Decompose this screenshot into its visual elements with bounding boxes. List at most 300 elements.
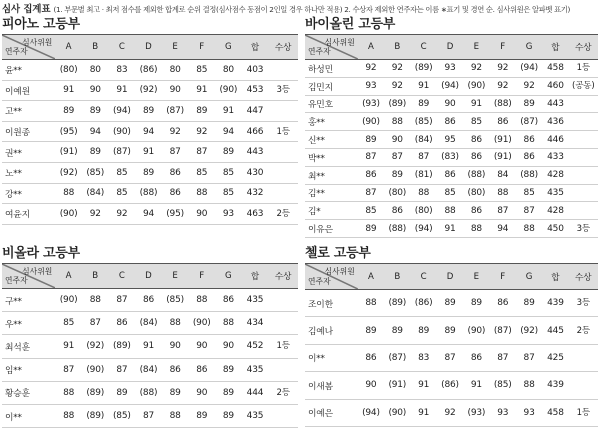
score-cell: 89 xyxy=(358,317,384,344)
player-name-cell: 조이한 xyxy=(305,290,358,317)
score-cell: 89 xyxy=(463,290,489,317)
score-cell: 90 xyxy=(188,381,215,404)
judge-column-header: G xyxy=(215,264,242,289)
score-cell: 85 xyxy=(437,184,463,202)
score-cell: 90 xyxy=(358,372,384,399)
award-cell xyxy=(569,131,598,149)
table-row xyxy=(2,60,298,81)
panel-title: 비올라 고등부 xyxy=(2,246,80,261)
total-cell: 439 xyxy=(542,372,568,399)
judge-column-header: B xyxy=(384,264,410,290)
score-cell: 88 xyxy=(55,183,82,204)
player-name-cell: 이유은 xyxy=(305,220,358,238)
score-cell: 94 xyxy=(215,121,242,142)
table-row xyxy=(2,183,298,204)
score-cell: 88 xyxy=(188,183,215,204)
score-cell: 88 xyxy=(516,372,542,399)
score-cell: 91 xyxy=(55,335,82,358)
total-cell: 430 xyxy=(242,162,269,183)
score-cell: 83 xyxy=(109,60,136,81)
score-cell: 87 xyxy=(516,202,542,220)
judge-label: 심사위원 xyxy=(22,267,53,276)
score-cell: 80 xyxy=(162,60,189,81)
score-cell: (91) xyxy=(490,148,516,166)
score-cell: (84) xyxy=(135,312,162,335)
score-cell: (86) xyxy=(437,372,463,399)
score-cell: 92 xyxy=(384,77,410,95)
player-label: 연주자 xyxy=(5,276,28,285)
award-cell xyxy=(268,358,298,381)
score-cell: (90) xyxy=(384,399,410,426)
score-cell: 91 xyxy=(188,80,215,101)
score-cell: (87) xyxy=(384,344,410,371)
player-name-cell: 하성민 xyxy=(305,60,358,78)
score-cell: 90 xyxy=(82,80,109,101)
score-cell: (88) xyxy=(463,166,489,184)
score-cell: (83) xyxy=(437,148,463,166)
player-label: 연주자 xyxy=(308,47,331,56)
score-cell: 92 xyxy=(82,204,109,225)
header-corner-cell xyxy=(305,264,358,290)
table-header-row xyxy=(305,35,598,60)
score-cell: 90 xyxy=(188,335,215,358)
score-cell: 92 xyxy=(490,60,516,78)
player-name-cell: 황승훈 xyxy=(2,381,55,404)
score-cell: 88 xyxy=(410,184,436,202)
score-cell: (92) xyxy=(82,335,109,358)
score-cell: 86 xyxy=(215,289,242,312)
judge-column-header: F xyxy=(188,35,215,60)
score-cell: (94) xyxy=(437,77,463,95)
total-cell: 435 xyxy=(242,358,269,381)
judge-column-header: A xyxy=(358,35,384,60)
score-cell: (94) xyxy=(516,60,542,78)
score-cell: 94 xyxy=(135,204,162,225)
total-column-header: 합 xyxy=(542,264,568,290)
score-cell: 87 xyxy=(188,142,215,163)
award-cell xyxy=(569,344,598,371)
score-cell: 90 xyxy=(437,95,463,113)
score-cell: 90 xyxy=(384,131,410,149)
player-name-cell: 이** xyxy=(2,404,55,427)
score-cell: 89 xyxy=(82,142,109,163)
table-row xyxy=(305,290,598,317)
score-cell: 86 xyxy=(490,290,516,317)
score-cell: 93 xyxy=(437,60,463,78)
score-cell: 89 xyxy=(135,101,162,122)
total-cell: 434 xyxy=(242,312,269,335)
judge-column-header: F xyxy=(490,264,516,290)
score-cell: (92) xyxy=(55,162,82,183)
score-cell: 86 xyxy=(384,202,410,220)
table-row xyxy=(2,289,298,312)
award-cell: 1등 xyxy=(569,60,598,78)
player-name-cell: 강** xyxy=(2,183,55,204)
award-cell: 3등 xyxy=(569,220,598,238)
score-table xyxy=(2,34,298,225)
score-cell: 92 xyxy=(490,77,516,95)
score-cell: 88 xyxy=(55,404,82,427)
score-cell: 87 xyxy=(490,344,516,371)
score-cell: 93 xyxy=(516,399,542,426)
score-cell: 87 xyxy=(516,344,542,371)
score-cell: 91 xyxy=(135,142,162,163)
award-cell xyxy=(268,60,298,81)
table-row xyxy=(2,358,298,381)
total-cell: 447 xyxy=(242,101,269,122)
award-cell xyxy=(569,166,598,184)
panel-title: 바이올린 고등부 xyxy=(305,17,396,32)
total-cell: 433 xyxy=(542,148,568,166)
header-corner-cell xyxy=(2,264,55,289)
judge-column-header: B xyxy=(384,35,410,60)
table-row xyxy=(2,121,298,142)
score-cell: 91 xyxy=(215,101,242,122)
total-cell: 428 xyxy=(542,166,568,184)
total-cell: 428 xyxy=(542,202,568,220)
score-cell: 90 xyxy=(188,204,215,225)
award-column-header: 수상 xyxy=(569,35,598,60)
judge-column-header: C xyxy=(410,264,436,290)
score-cell: 91 xyxy=(55,80,82,101)
score-cell: (88) xyxy=(135,183,162,204)
total-cell: 443 xyxy=(542,95,568,113)
table-row xyxy=(305,60,598,78)
judge-label: 심사위원 xyxy=(22,38,53,47)
score-cell: 91 xyxy=(410,372,436,399)
score-cell: 89 xyxy=(215,381,242,404)
score-cell: (90) xyxy=(55,289,82,312)
judge-column-header: C xyxy=(109,264,136,289)
score-cell: 94 xyxy=(135,121,162,142)
score-cell: 92 xyxy=(162,121,189,142)
header-corner-cell xyxy=(2,35,55,60)
award-cell xyxy=(268,183,298,204)
judge-column-header: E xyxy=(162,264,189,289)
award-cell xyxy=(268,312,298,335)
score-cell: 85 xyxy=(463,113,489,131)
award-cell xyxy=(569,95,598,113)
score-cell: 92 xyxy=(516,77,542,95)
score-cell: 89 xyxy=(437,290,463,317)
score-cell: 89 xyxy=(109,381,136,404)
score-cell: (92) xyxy=(516,317,542,344)
award-cell: 2등 xyxy=(268,381,298,404)
award-cell xyxy=(569,202,598,220)
table-row xyxy=(305,399,598,426)
player-name-cell: 권** xyxy=(2,142,55,163)
player-name-cell: 최** xyxy=(305,166,358,184)
table-header-row xyxy=(2,264,298,289)
score-cell: (94) xyxy=(358,399,384,426)
player-name-cell: 홍** xyxy=(305,113,358,131)
score-cell: 93 xyxy=(490,399,516,426)
judge-column-header: F xyxy=(490,35,516,60)
award-cell xyxy=(268,142,298,163)
total-cell: 444 xyxy=(242,381,269,404)
table-row xyxy=(2,101,298,122)
table-header-row xyxy=(305,264,598,290)
score-cell: 86 xyxy=(463,344,489,371)
total-cell: 460 xyxy=(542,77,568,95)
total-cell: 453 xyxy=(242,80,269,101)
player-name-cell: 최석훈 xyxy=(2,335,55,358)
score-cell: 88 xyxy=(516,220,542,238)
score-cell: 88 xyxy=(437,202,463,220)
player-name-cell: 이원종 xyxy=(2,121,55,142)
table-row xyxy=(305,113,598,131)
score-cell: 91 xyxy=(410,399,436,426)
award-column-header: 수상 xyxy=(268,35,298,60)
score-cell: (90) xyxy=(55,204,82,225)
score-cell: 86 xyxy=(437,166,463,184)
player-name-cell: 박** xyxy=(305,148,358,166)
score-cell: 86 xyxy=(109,312,136,335)
panel-cello xyxy=(305,245,598,427)
judge-column-header: E xyxy=(463,264,489,290)
score-cell: (89) xyxy=(82,404,109,427)
score-cell: (84) xyxy=(82,183,109,204)
judge-column-header: F xyxy=(188,264,215,289)
score-cell: (85) xyxy=(109,404,136,427)
score-cell: 89 xyxy=(55,101,82,122)
judge-column-header: B xyxy=(82,35,109,60)
score-cell: (87) xyxy=(162,101,189,122)
award-cell: 1등 xyxy=(268,335,298,358)
table-row xyxy=(305,166,598,184)
score-cell: 94 xyxy=(490,220,516,238)
score-cell: 89 xyxy=(384,166,410,184)
score-cell: 88 xyxy=(358,290,384,317)
score-cell: 91 xyxy=(463,372,489,399)
score-cell: 92 xyxy=(109,204,136,225)
score-cell: 90 xyxy=(215,335,242,358)
judge-column-header: A xyxy=(55,35,82,60)
table-row xyxy=(305,77,598,95)
score-cell: 85 xyxy=(55,312,82,335)
score-cell: 89 xyxy=(82,101,109,122)
award-cell xyxy=(268,101,298,122)
award-cell: 2등 xyxy=(268,204,298,225)
score-cell: 88 xyxy=(215,312,242,335)
score-cell: 89 xyxy=(188,404,215,427)
judge-column-header: G xyxy=(516,264,542,290)
award-cell: (공동) xyxy=(569,77,598,95)
score-cell: 88 xyxy=(162,312,189,335)
award-cell xyxy=(569,148,598,166)
header-corner-cell xyxy=(305,35,358,60)
score-cell: (88) xyxy=(490,95,516,113)
award-cell: 1등 xyxy=(268,121,298,142)
score-cell: 85 xyxy=(188,60,215,81)
total-cell: 443 xyxy=(242,142,269,163)
score-cell: (89) xyxy=(109,335,136,358)
score-cell: (95) xyxy=(162,204,189,225)
score-cell: 86 xyxy=(463,131,489,149)
player-label: 연주자 xyxy=(308,277,331,286)
score-cell: 85 xyxy=(109,162,136,183)
award-cell xyxy=(569,113,598,131)
player-name-cell: 노** xyxy=(2,162,55,183)
score-cell: 83 xyxy=(410,344,436,371)
judge-column-header: E xyxy=(463,35,489,60)
score-cell: 94 xyxy=(82,121,109,142)
table-row xyxy=(305,317,598,344)
judge-column-header: G xyxy=(516,35,542,60)
score-cell: 86 xyxy=(358,166,384,184)
score-cell: 92 xyxy=(437,399,463,426)
score-cell: 87 xyxy=(162,142,189,163)
total-cell: 463 xyxy=(242,204,269,225)
score-cell: (85) xyxy=(490,372,516,399)
score-cell: 91 xyxy=(135,335,162,358)
table-row xyxy=(2,80,298,101)
score-cell: 89 xyxy=(410,95,436,113)
table-row xyxy=(2,381,298,404)
score-cell: (80) xyxy=(463,184,489,202)
score-cell: 89 xyxy=(162,381,189,404)
judge-column-header: E xyxy=(162,35,189,60)
award-cell xyxy=(569,184,598,202)
total-column-header: 합 xyxy=(242,264,269,289)
score-cell: 89 xyxy=(215,358,242,381)
table-row xyxy=(2,142,298,163)
player-name-cell: 김** xyxy=(305,184,358,202)
score-cell: 84 xyxy=(490,166,516,184)
total-cell: 452 xyxy=(242,335,269,358)
score-cell: (93) xyxy=(358,95,384,113)
score-cell: 86 xyxy=(463,148,489,166)
page-header xyxy=(2,1,598,15)
score-cell: 92 xyxy=(384,60,410,78)
score-cell: 87 xyxy=(109,358,136,381)
score-cell: 86 xyxy=(358,344,384,371)
award-cell: 3등 xyxy=(268,80,298,101)
score-cell: 86 xyxy=(135,289,162,312)
award-cell: 2등 xyxy=(569,317,598,344)
score-cell: 86 xyxy=(162,358,189,381)
award-cell xyxy=(268,289,298,312)
score-cell: 89 xyxy=(215,404,242,427)
score-cell: 89 xyxy=(516,95,542,113)
panel-viola xyxy=(2,245,298,428)
score-cell: 88 xyxy=(463,220,489,238)
score-cell: (94) xyxy=(410,220,436,238)
score-cell: (80) xyxy=(410,202,436,220)
score-cell: (85) xyxy=(162,289,189,312)
score-cell: 86 xyxy=(162,183,189,204)
total-cell: 435 xyxy=(242,404,269,427)
player-name-cell: 윤** xyxy=(2,60,55,81)
score-cell: 86 xyxy=(490,113,516,131)
score-cell: 92 xyxy=(188,121,215,142)
score-cell: 85 xyxy=(215,162,242,183)
score-cell: 87 xyxy=(82,312,109,335)
total-cell: 446 xyxy=(542,131,568,149)
score-cell: 89 xyxy=(188,101,215,122)
score-cell: (80) xyxy=(55,60,82,81)
judge-column-header: C xyxy=(109,35,136,60)
score-cell: 87 xyxy=(384,148,410,166)
score-cell: (86) xyxy=(135,60,162,81)
table-row xyxy=(305,95,598,113)
score-cell: (89) xyxy=(410,60,436,78)
score-cell: 87 xyxy=(55,358,82,381)
score-cell: 91 xyxy=(437,220,463,238)
player-name-cell: 우** xyxy=(2,312,55,335)
score-table xyxy=(305,34,598,238)
total-column-header: 합 xyxy=(242,35,269,60)
total-cell: 458 xyxy=(542,60,568,78)
judge-label: 심사위원 xyxy=(324,267,355,276)
score-cell: 87 xyxy=(410,148,436,166)
table-row xyxy=(305,184,598,202)
score-cell: 87 xyxy=(358,184,384,202)
player-name-cell: 김예나 xyxy=(305,317,358,344)
player-name-cell: 김민지 xyxy=(305,77,358,95)
score-table xyxy=(2,263,298,428)
judge-column-header: G xyxy=(215,35,242,60)
score-cell: 89 xyxy=(516,290,542,317)
player-name-cell: 이예원 xyxy=(2,80,55,101)
total-column-header: 합 xyxy=(542,35,568,60)
table-row xyxy=(2,404,298,427)
player-name-cell: 유민호 xyxy=(305,95,358,113)
score-cell: 87 xyxy=(437,344,463,371)
score-cell: (88) xyxy=(516,166,542,184)
page-title: 심사 집계표 xyxy=(2,4,51,15)
score-cell: (91) xyxy=(384,372,410,399)
score-cell: 86 xyxy=(188,358,215,381)
score-cell: (90) xyxy=(358,113,384,131)
judge-column-header: A xyxy=(55,264,82,289)
score-cell: 93 xyxy=(215,204,242,225)
total-cell: 445 xyxy=(542,317,568,344)
score-cell: (90) xyxy=(463,317,489,344)
total-cell: 435 xyxy=(542,184,568,202)
score-cell: 80 xyxy=(215,60,242,81)
table-row xyxy=(305,148,598,166)
judge-label: 심사위원 xyxy=(324,38,355,47)
score-cell: 90 xyxy=(162,335,189,358)
score-cell: (95) xyxy=(55,121,82,142)
score-cell: (89) xyxy=(82,381,109,404)
score-cell: (84) xyxy=(410,131,436,149)
score-cell: 88 xyxy=(162,404,189,427)
award-cell xyxy=(268,162,298,183)
score-cell: 91 xyxy=(410,77,436,95)
player-name-cell: 신** xyxy=(305,131,358,149)
player-name-cell: 고** xyxy=(2,101,55,122)
score-cell: (85) xyxy=(82,162,109,183)
score-cell: 85 xyxy=(358,202,384,220)
total-cell: 439 xyxy=(542,290,568,317)
score-cell: (90) xyxy=(215,80,242,101)
score-cell: 89 xyxy=(358,220,384,238)
score-cell: 85 xyxy=(215,183,242,204)
player-name-cell: 이새봄 xyxy=(305,372,358,399)
player-name-cell: 이예은 xyxy=(305,399,358,426)
score-cell: 88 xyxy=(490,184,516,202)
score-cell: (87) xyxy=(516,113,542,131)
score-cell: 85 xyxy=(109,183,136,204)
score-cell: (80) xyxy=(384,184,410,202)
score-cell: (90) xyxy=(109,121,136,142)
score-cell: 88 xyxy=(55,381,82,404)
table-row xyxy=(2,335,298,358)
score-cell: (85) xyxy=(410,113,436,131)
score-cell: (88) xyxy=(384,220,410,238)
